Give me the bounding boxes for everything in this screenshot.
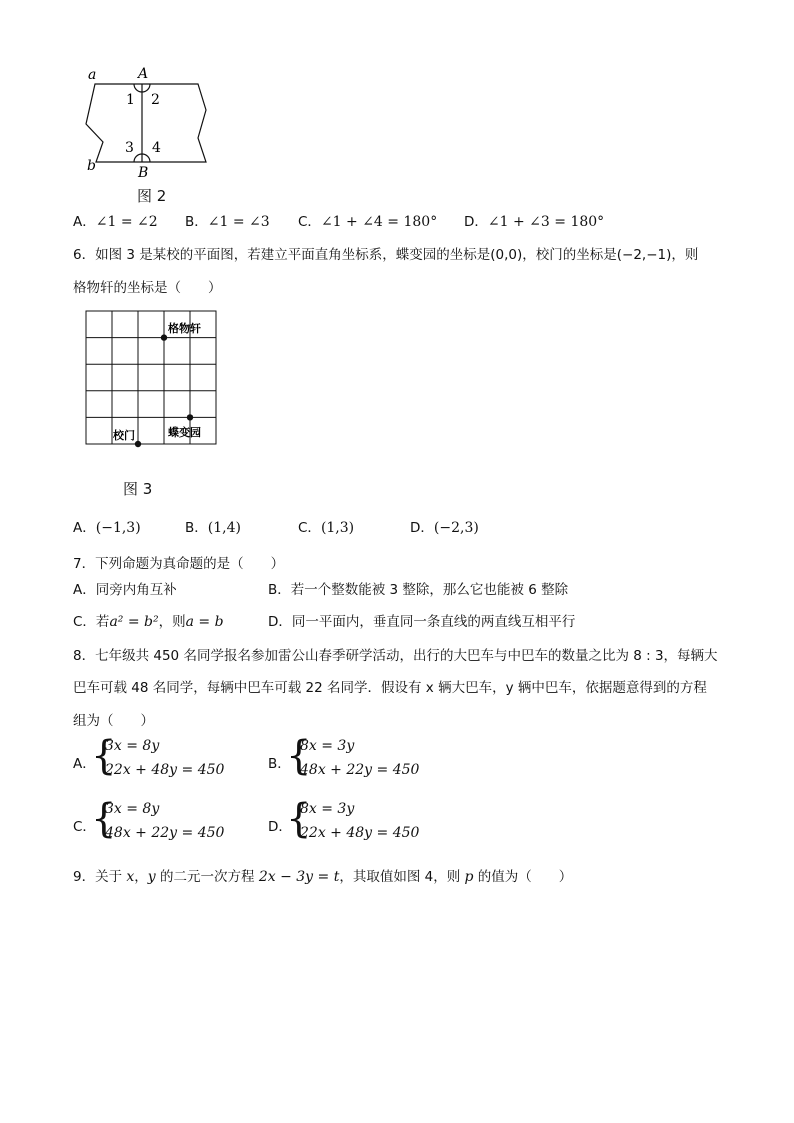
fig2-angle-1: 1 bbox=[126, 92, 135, 108]
option-text: ，则 bbox=[158, 614, 186, 630]
option-letter: D． bbox=[410, 520, 434, 536]
brace-icon: { bbox=[286, 796, 312, 842]
option-text: ∠1 + ∠4 = 180° bbox=[320, 214, 438, 230]
option-letter: C． bbox=[298, 520, 321, 536]
q8-option-c[interactable] bbox=[73, 796, 253, 845]
brace-icon: { bbox=[91, 796, 117, 842]
label-gewuxuan: 格物轩 bbox=[168, 322, 201, 335]
q8-stem-line1: 8．七年级共 450 名同学报名参加雷公山春季研学活动，出行的大巴车与中巴车的数量之比为 8 : 3，每辆大 bbox=[73, 648, 718, 664]
option-letter: D． bbox=[464, 214, 488, 230]
q5-option-c[interactable] bbox=[298, 210, 437, 230]
fig2-angle-3: 3 bbox=[125, 140, 134, 156]
q6-option-b[interactable] bbox=[185, 516, 241, 536]
q6-stem-line1: 6．如图 3 是某校的平面图，若建立平面直角坐标系，蝶变园的坐标是(0,0)，校门的坐标是(−2,−1)，则 bbox=[73, 247, 699, 263]
fig2-label-a: a bbox=[88, 67, 97, 83]
fig2-angle-4: 4 bbox=[152, 140, 161, 156]
equation-2: 48x + 22y = 450 bbox=[300, 762, 420, 778]
fig3-caption: 图 3 bbox=[123, 480, 153, 498]
equation-2: 48x + 22y = 450 bbox=[105, 825, 225, 841]
q9-text: 的值为（ ） bbox=[473, 869, 573, 885]
q5-option-d[interactable] bbox=[464, 210, 604, 230]
fig2-label-b: b bbox=[87, 158, 96, 174]
q8-option-b[interactable] bbox=[268, 733, 448, 782]
option-text: C．若 bbox=[73, 614, 110, 630]
fig2-caption: 图 2 bbox=[137, 187, 167, 205]
q8-option-a[interactable] bbox=[73, 733, 253, 782]
q7-option-d[interactable]: D．同一平面内，垂直同一条直线的两直线互相平行 bbox=[268, 614, 576, 630]
q6-option-a[interactable] bbox=[73, 516, 141, 536]
fig2-angle-2: 2 bbox=[151, 92, 160, 108]
point-xiaomen bbox=[135, 441, 141, 447]
math-variable: x bbox=[126, 869, 135, 885]
q6-option-d[interactable] bbox=[410, 516, 479, 536]
label-xiaomen: 校门 bbox=[113, 429, 135, 442]
brace-icon: { bbox=[91, 733, 117, 779]
option-text: ∠1 + ∠3 = 180° bbox=[487, 214, 605, 230]
q7-option-c[interactable] bbox=[73, 610, 224, 630]
option-letter: B． bbox=[185, 520, 208, 536]
label-diebianyuan: 蝶变园 bbox=[168, 426, 201, 439]
option-letter: C． bbox=[298, 214, 321, 230]
q9-stem bbox=[73, 865, 572, 885]
math-expression: a² = b² bbox=[109, 614, 159, 630]
option-letter: D． bbox=[268, 819, 292, 835]
math-expression: 2x − 3y = t bbox=[258, 869, 340, 885]
equation-2: 22x + 48y = 450 bbox=[300, 825, 420, 841]
option-letter: C． bbox=[73, 819, 96, 835]
equation-1: 8x = 3y bbox=[300, 801, 355, 817]
q7-stem: 7．下列命题为真命题的是（ ） bbox=[73, 556, 285, 572]
equation-2: 22x + 48y = 450 bbox=[105, 762, 225, 778]
option-letter: B． bbox=[185, 214, 208, 230]
option-text: (−1,3) bbox=[95, 520, 141, 536]
fig2-label-A: A bbox=[138, 66, 149, 82]
point-gewuxuan bbox=[161, 334, 167, 340]
option-text: (−2,3) bbox=[433, 520, 479, 536]
option-letter: A． bbox=[73, 214, 96, 230]
option-text: ∠1 = ∠2 bbox=[95, 214, 158, 230]
q8-stem-line2: 巴车可载 48 名同学，每辆中巴车可载 22 名同学．假设有 x 辆大巴车，y 辆中巴车，依据题意得到的方程 bbox=[73, 680, 707, 696]
option-letter: A． bbox=[73, 756, 96, 772]
option-text: (1,4) bbox=[207, 520, 241, 536]
figure-3-map bbox=[80, 305, 225, 455]
q5-option-a[interactable] bbox=[73, 210, 158, 230]
math-variable: y bbox=[147, 869, 156, 885]
equation-1: 3x = 8y bbox=[105, 738, 160, 754]
option-letter: B． bbox=[268, 756, 291, 772]
q7-option-b[interactable]: B．若一个整数能被 3 整除，那么它也能被 6 整除 bbox=[268, 582, 569, 598]
q9-text: 9．关于 bbox=[73, 869, 127, 885]
option-text: ∠1 = ∠3 bbox=[207, 214, 270, 230]
math-variable: p bbox=[464, 869, 474, 885]
equation-1: 8x = 3y bbox=[300, 738, 355, 754]
fig2-label-B: B bbox=[138, 165, 149, 181]
option-text: (1,3) bbox=[320, 520, 355, 536]
point-diebianyuan bbox=[187, 414, 193, 420]
math-expression: a = b bbox=[185, 614, 224, 630]
q6-stem-line2: 格物轩的坐标是（ ） bbox=[73, 280, 222, 296]
q6-option-c[interactable] bbox=[298, 516, 354, 536]
q8-option-d[interactable] bbox=[268, 796, 448, 845]
q9-text: ， bbox=[134, 869, 148, 885]
q9-text: 的二元一次方程 bbox=[155, 869, 259, 885]
q5-option-b[interactable] bbox=[185, 210, 270, 230]
q9-text: ，其取值如图 4，则 bbox=[339, 869, 465, 885]
brace-icon: { bbox=[286, 733, 312, 779]
option-letter: A． bbox=[73, 520, 96, 536]
equation-1: 3x = 8y bbox=[105, 801, 160, 817]
q7-option-a[interactable]: A．同旁内角互补 bbox=[73, 582, 177, 598]
q8-stem-line3: 组为（ ） bbox=[73, 713, 154, 729]
figure-2 bbox=[80, 62, 220, 202]
